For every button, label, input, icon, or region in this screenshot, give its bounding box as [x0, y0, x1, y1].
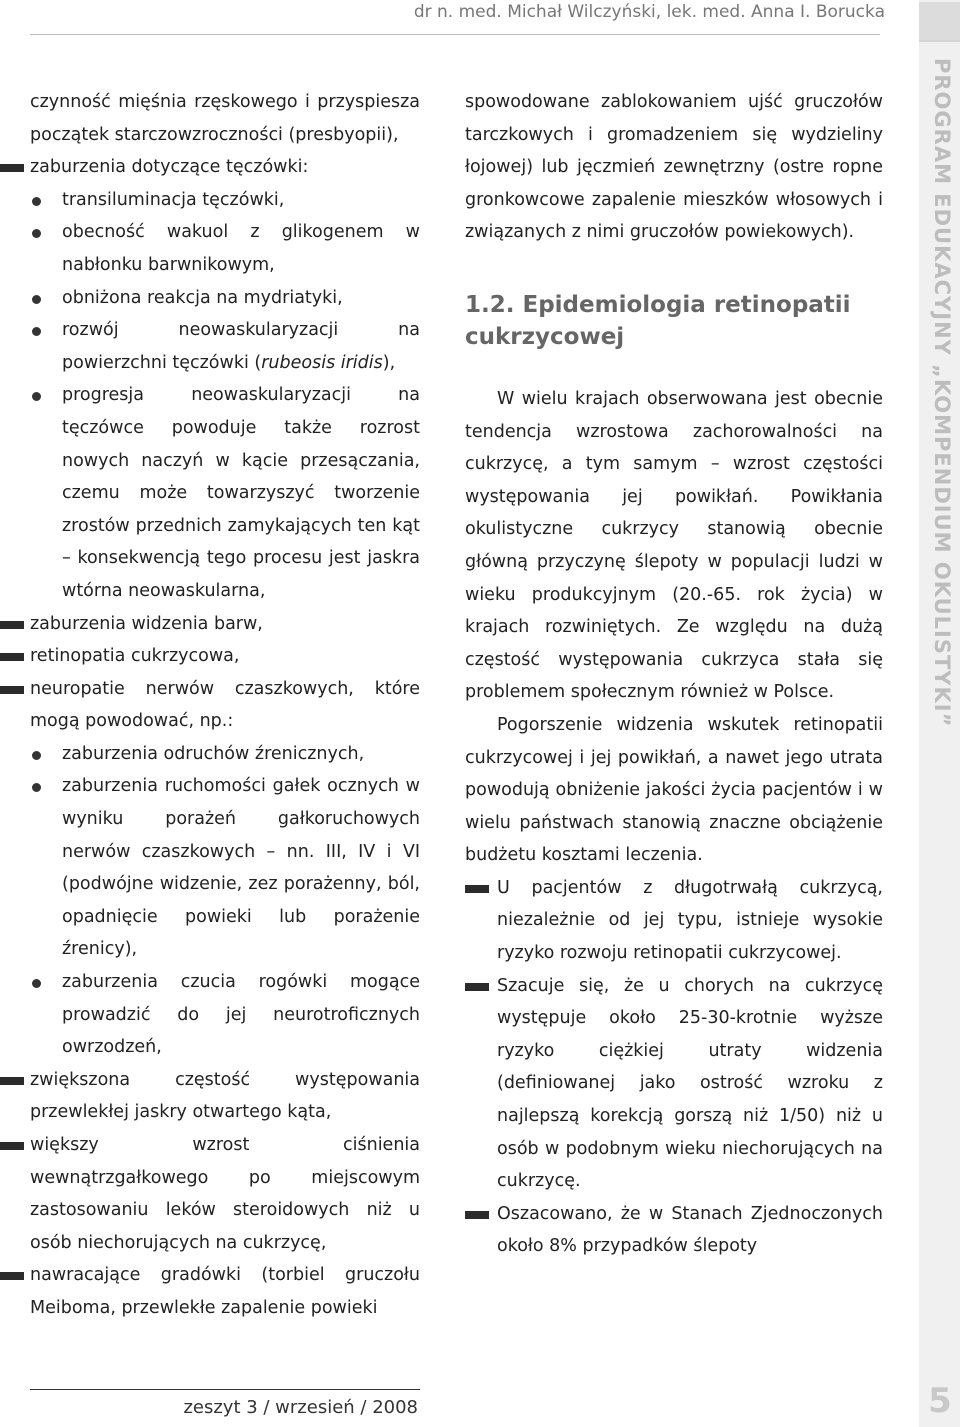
sub-item: obniżona reakcja na mydriatyki, — [30, 282, 420, 315]
sidebar-rule — [919, 40, 960, 42]
bullet-label: zaburzenia dotyczące tęczówki: — [30, 157, 309, 178]
dot-bullet-icon — [32, 295, 41, 304]
square-bullet-icon — [465, 885, 489, 893]
program-title: PROGRAM EDUKACYJNY „KOMPENDIUM OKULISTYKI” — [930, 58, 954, 728]
square-bullet-icon — [0, 653, 24, 661]
footer-divider — [30, 1389, 420, 1390]
square-bullet-icon — [465, 983, 489, 991]
bullet-color-vision: zaburzenia widzenia barw, — [30, 608, 420, 641]
square-bullet-icon — [0, 1077, 24, 1085]
dot-bullet-icon — [32, 751, 41, 760]
dot-bullet-icon — [32, 979, 41, 988]
left-column — [30, 86, 420, 1325]
square-bullet-icon — [0, 164, 24, 172]
bullet-chalazion: nawracające gradówki (torbiel gruczołu Meiboma, przewlekłe zapalenie powieki — [30, 1259, 420, 1324]
footer-issue: zeszyt 3 / wrzesień / 2008 — [183, 1397, 418, 1418]
page-number: 5 — [928, 1381, 952, 1421]
bullet-neuropathy: neuropatie nerwów czaszkowych, które mogą powodować, np.: zaburzenia odruchów źrenicznych, zaburzenia ruchomości gałek ocznych w wyniku porażeń gałkoruchowych nerwów czaszkowych – nn. III, IV i VI (podwójne widzenie, zez porażenny, ból, opadnięcie powieki lub porażenie źrenicy), zaburzenia czucia rogówki mogące prowadzić do jej neurotroficznych owrzodzeń, — [30, 673, 420, 1064]
square-bullet-icon — [0, 686, 24, 694]
dot-bullet-icon — [32, 783, 41, 792]
bullet-glaucoma: zwiększona częstość występowania przewlekłej jaskry otwartego kąta, — [30, 1064, 420, 1129]
right-bullet: U pacjentów z długotrwałą cukrzycą, niezależnie od jej typu, istnieje wysokie ryzyko rozwoju retinopatii cukrzycowej. — [465, 872, 883, 970]
dot-bullet-icon — [32, 392, 41, 401]
sub-item: zaburzenia ruchomości gałek ocznych w wyniku porażeń gałkoruchowych nerwów czaszkowych – nn. III, IV i VI (podwójne widzenie, zez porażenny, ból, opadnięcie powieki lub porażenie źrenicy), — [30, 770, 420, 966]
sub-item: zaburzenia odruchów źrenicznych, — [30, 738, 420, 771]
sub-item: progresja neowaskularyzacji na tęczówce powoduje także rozrost nowych naczyń w kącie przesączania, czemu może towarzyszyć tworzenie zrostów przednich zamykających ten kąt – konsekwencją tego procesu jest jaskra wtórna neowaskularna, — [30, 379, 420, 607]
right-column — [465, 86, 883, 1263]
square-bullet-icon — [0, 1142, 24, 1150]
right-bullet: Szacuje się, że u chorych na cukrzycę występuje około 25-30-krotnie wyższe ryzyko ciężkiej utraty widzenia (definiowanej jako ostrość wzroku z najlepszą korekcją gorszą niż 1/50) niż u osób w podobnym wieku niechorujących na cukrzycę. — [465, 970, 883, 1198]
header-divider — [30, 34, 880, 35]
square-bullet-icon — [465, 1211, 489, 1219]
right-bullet: Oszacowano, że w Stanach Zjednoczonych około 8% przypadków ślepoty — [465, 1198, 883, 1263]
dot-bullet-icon — [32, 327, 41, 336]
bullet-pressure: większy wzrost ciśnienia wewnątrzgałkowego po miejscowym zastosowaniu leków steroidowych niż u osób niechorujących na cukrzycę, — [30, 1129, 420, 1259]
sidebar-tab — [919, 2, 960, 40]
left-continuation: czynność mięśnia rzęskowego i przyspiesza początek starczowzroczności (presbyopii), — [30, 92, 420, 145]
rubeosis-term: rubeosis iridis — [261, 352, 383, 373]
square-bullet-icon — [0, 621, 24, 629]
header-authors: dr n. med. Michał Wilczyński, lek. med. Anna I. Borucka — [413, 2, 885, 22]
bullet-iris — [30, 151, 420, 607]
sub-item: zaburzenia czucia rogówki mogące prowadzić do jej neurotroficznych owrzodzeń, — [30, 966, 420, 1064]
dot-bullet-icon — [32, 229, 41, 238]
square-bullet-icon — [0, 1272, 24, 1280]
paragraph: W wielu krajach obserwowana jest obecnie tendencja wzrostowa zachorowalności na cukrzycę, a tym samym – wzrost częstości występowania jej powikłań. Powikłania okulistyczne cukrzycy stanowią obecnie główną przyczynę ślepoty w populacji ludzi w wieku produkcyjnym (20.-65. rok życia) w krajach rozwiniętych. Ze względu na dużą częstość występowania cukrzyca stała się problemem społecznym również w Polsce. — [465, 388, 883, 703]
sub-item: transiluminacja tęczówki, — [30, 184, 420, 217]
right-continuation: spowodowane zablokowaniem ujść gruczołów tarczkowych i gromadzeniem się wydzieliny łojowej) lub jęczmień zewnętrzny (ostre ropne gronkowcowe zapalenie mieszków włosowych i związanych z nimi gruczołów powiekowych). — [465, 92, 883, 243]
section-title: 1.2. Epidemiologia retinopatii cukrzycowej — [465, 291, 851, 350]
sub-item: obecność wakuol z glikogenem w nabłonku barwnikowym, — [30, 216, 420, 281]
bullet-retinopathy: retinopatia cukrzycowa, — [30, 640, 420, 673]
sub-item: rozwój neowaskularyzacji na powierzchni tęczówki (rubeosis iridis), — [30, 314, 420, 379]
paragraph: Pogorszenie widzenia wskutek retinopatii cukrzycowej i jej powikłań, a nawet jego utrata powodują obniżenie jakości życia pacjentów i w wielu państwach stanowią znaczne obciążenie budżetu kosztami leczenia. — [465, 714, 883, 866]
dot-bullet-icon — [32, 197, 41, 206]
